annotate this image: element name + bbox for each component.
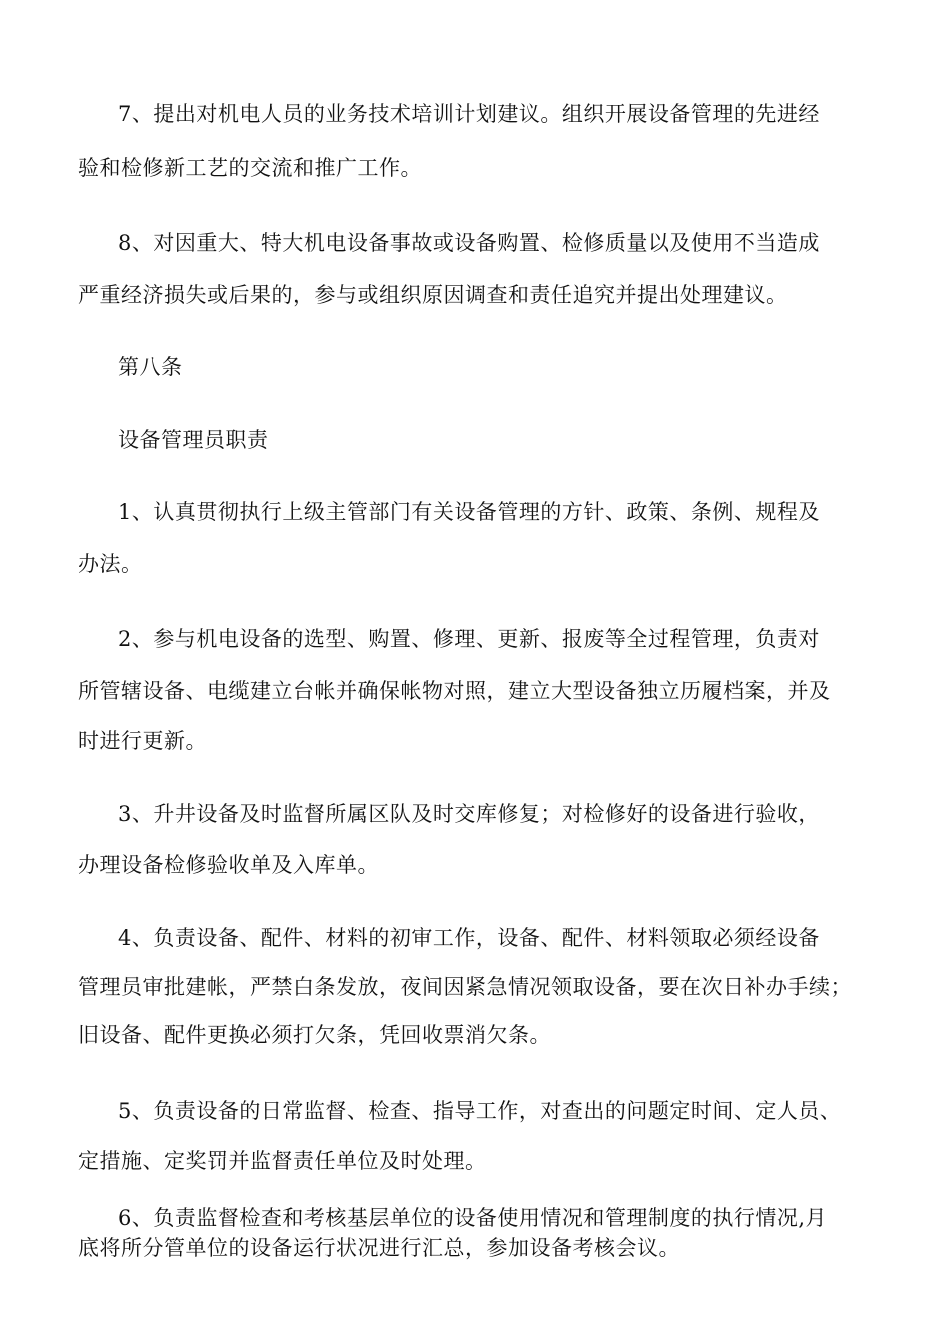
item-3-line-2: 办理设备检修验收单及入库单。	[78, 853, 379, 877]
item-6-line-2: 底将所分管单位的设备运行状况进行汇总，参加设备考核会议。	[78, 1236, 680, 1260]
item-2-line-2: 所管辖设备、电缆建立台帐并确保帐物对照，建立大型设备独立历履档案，并及	[78, 679, 831, 703]
paragraph-8-line-1: 8、对因重大、特大机电设备事故或设备购置、检修质量以及使用不当造成	[118, 231, 820, 255]
item-4-line-1: 4、负责设备、配件、材料的初审工作，设备、配件、材料领取必须经设备	[118, 926, 820, 950]
paragraph-7-line-2: 验和检修新工艺的交流和推广工作。	[78, 156, 422, 180]
item-2-line-1: 2、参与机电设备的选型、购置、修理、更新、报废等全过程管理，负责对	[118, 627, 820, 651]
paragraph-8-line-2: 严重经济损失或后果的，参与或组织原因调查和责任追究并提出处理建议。	[78, 283, 788, 307]
item-4-line-3: 旧设备、配件更换必须打欠条，凭回收票消欠条。	[78, 1023, 551, 1047]
item-1-line-2: 办法。	[78, 552, 143, 576]
item-2-line-3: 时进行更新。	[78, 729, 207, 753]
section-heading: 设备管理员职责	[118, 428, 269, 452]
item-5-line-1: 5、负责设备的日常监督、检查、指导工作，对查出的问题定时间、定人员、	[118, 1099, 842, 1123]
item-3-line-1: 3、升井设备及时监督所属区队及时交库修复；对检修好的设备进行验收，	[118, 802, 820, 826]
item-5-line-2: 定措施、定奖罚并监督责任单位及时处理。	[78, 1149, 487, 1173]
item-6-line-1: 6、负责监督检查和考核基层单位的设备使用情况和管理制度的执行情况,月	[118, 1206, 828, 1230]
article-heading: 第八条	[118, 355, 183, 379]
paragraph-7-line-1: 7、提出对机电人员的业务技术培训计划建议。组织开展设备管理的先进经	[118, 102, 820, 126]
item-1-line-1: 1、认真贯彻执行上级主管部门有关设备管理的方针、政策、条例、规程及	[118, 500, 820, 524]
item-4-line-2: 管理员审批建帐，严禁白条发放，夜间因紧急情况领取设备，要在次日补办手续；	[78, 975, 852, 999]
